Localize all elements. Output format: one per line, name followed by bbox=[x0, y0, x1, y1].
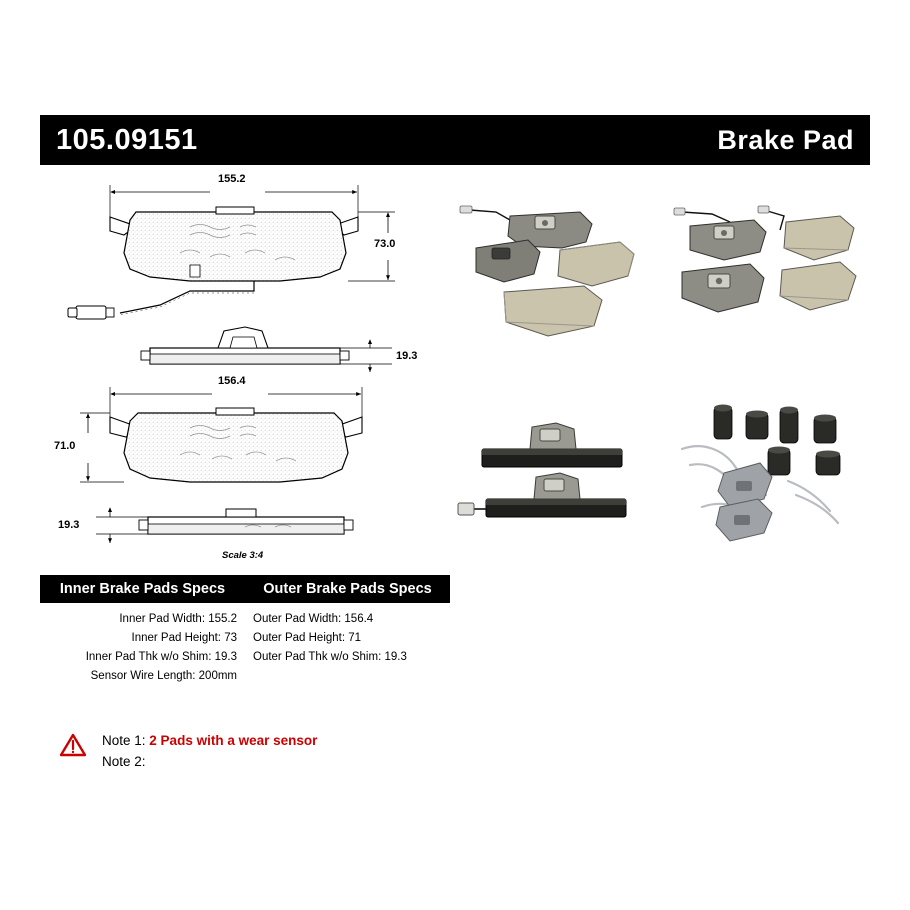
warning-icon bbox=[60, 733, 86, 757]
outer-pad-side-view bbox=[96, 508, 353, 543]
dim-inner-thickness: 19.3 bbox=[396, 350, 418, 362]
technical-drawing-panel bbox=[40, 165, 450, 575]
specs-table-header bbox=[40, 575, 450, 603]
outer-pad-face-drawing bbox=[110, 408, 362, 482]
spec-row: Sensor Wire Length: 200mm bbox=[90, 670, 237, 682]
spec-row: Inner Pad Width: 155.2 bbox=[119, 613, 237, 625]
inner-pad-face-drawing bbox=[68, 207, 358, 319]
dim-outer-width: 156.4 bbox=[218, 375, 246, 387]
notes-text bbox=[102, 730, 317, 772]
note-1-value: 2 Pads with a wear sensor bbox=[149, 733, 318, 748]
inner-pad-side-view bbox=[141, 327, 392, 372]
spec-row: Outer Pad Height: 71 bbox=[253, 632, 362, 644]
note-2-row bbox=[102, 751, 317, 772]
notes-section bbox=[60, 730, 317, 772]
photo-panel-side-profile bbox=[452, 405, 657, 555]
spec-row: Inner Pad Height: 73 bbox=[131, 632, 237, 644]
drawing-svg bbox=[40, 165, 450, 575]
spec-row: Outer Pad Width: 156.4 bbox=[253, 613, 374, 625]
photo-panel-hardware-kit bbox=[668, 395, 868, 555]
note-2-label: Note 2: bbox=[102, 754, 146, 769]
inner-specs-header: Inner Brake Pads Specs bbox=[59, 581, 226, 597]
inner-specs-column bbox=[40, 610, 245, 686]
specs-table bbox=[40, 575, 450, 686]
outer-specs-column bbox=[245, 610, 450, 686]
note-1-label: Note 1: bbox=[102, 733, 146, 748]
photo-panel-inner-pads bbox=[452, 190, 657, 360]
product-type: Brake Pad bbox=[717, 124, 854, 155]
photo-inner-pads-svg bbox=[452, 190, 657, 360]
dim-outer-height: 71.0 bbox=[54, 440, 76, 452]
spec-row: Outer Pad Thk w/o Shim: 19.3 bbox=[253, 651, 407, 663]
note-1-row bbox=[102, 730, 317, 751]
dim-inner-width: 155.2 bbox=[218, 173, 246, 185]
header-bar bbox=[40, 115, 870, 165]
spec-row: Inner Pad Thk w/o Shim: 19.3 bbox=[85, 651, 237, 663]
photo-panel-outer-pads bbox=[668, 190, 868, 360]
photo-outer-pads-svg bbox=[668, 190, 868, 360]
photo-side-profile-svg bbox=[452, 405, 657, 555]
photo-hardware-kit-svg bbox=[668, 395, 868, 555]
outer-specs-header: Outer Brake Pads Specs bbox=[263, 581, 432, 597]
dim-outer-thickness: 19.3 bbox=[58, 519, 80, 531]
specs-table-body bbox=[40, 603, 450, 686]
scale-note: Scale 3:4 bbox=[222, 550, 264, 561]
dim-inner-height: 73.0 bbox=[374, 238, 396, 250]
part-number: 105.09151 bbox=[56, 123, 198, 156]
